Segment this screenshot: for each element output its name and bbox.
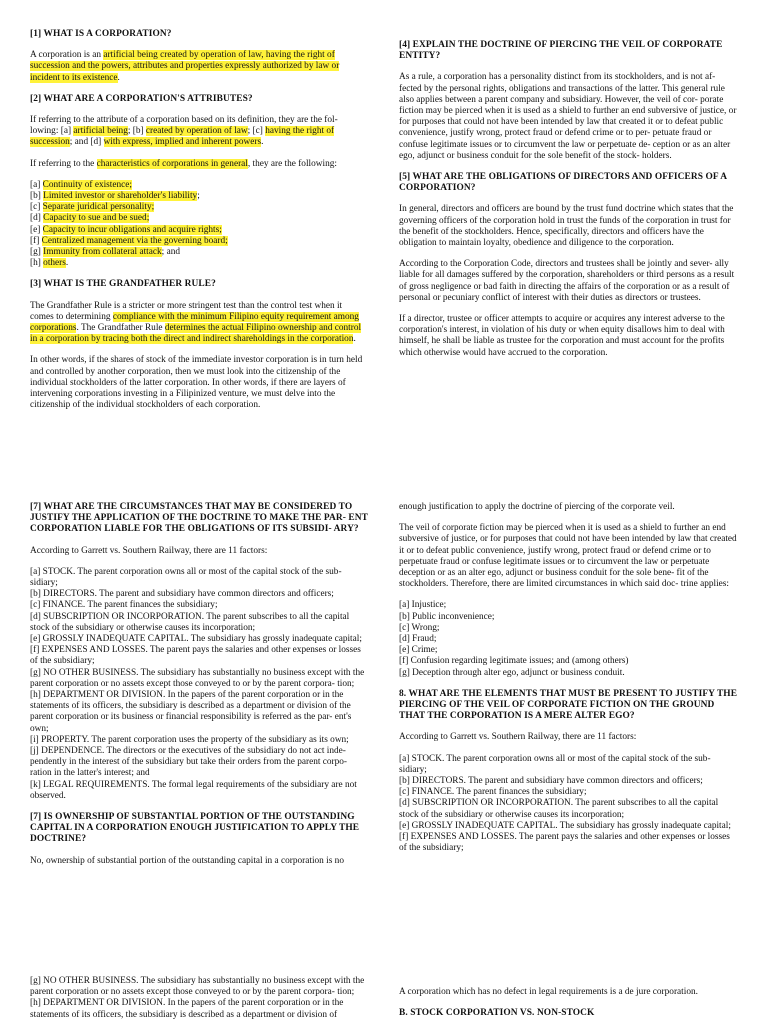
text-run: . — [261, 137, 264, 148]
list-item — [30, 976, 368, 998]
text-run: [a] Injustice; — [399, 600, 447, 611]
list-item — [30, 589, 368, 600]
enumerated-list — [399, 600, 739, 678]
list-item — [30, 690, 368, 735]
list-item — [30, 780, 368, 802]
col-mid-right — [399, 502, 739, 902]
section-heading: [3] WHAT IS THE GRANDFATHER RULE? — [30, 279, 216, 290]
list-item — [30, 645, 368, 667]
text-run: In other words, if the shares of stock of the immediate investor corporation is in turn held and controlled by another corporation, then we must look into the citizenship of the individual stockholders of the latter corporation. In other words, if there are layers of intervening corporations investing in a Filipinized venture, we must delve into the citizenship of the individual stockholders of each corporation. — [30, 355, 363, 411]
text-run: No, ownership of substantial portion of the outstanding capital in a corporation is no — [30, 855, 344, 866]
text-run: [f] — [30, 235, 42, 246]
text-run: [b] Public inconvenience; — [399, 611, 495, 622]
list-item — [399, 623, 739, 634]
list-item — [30, 202, 368, 213]
text-run: [g] NO OTHER BUSINESS. The subsidiary has substantially no business except with the parent corporation or no assets except those conveyed to or by the parent corpora- tion; — [30, 667, 365, 689]
text-run: [d] SUBSCRIPTION OR INCORPORATION. The parent subscribes to all the capital stock of the subsidiary or otherwise causes its incorporation; — [399, 798, 719, 820]
text-run: [h] — [30, 258, 44, 269]
text-run: [h] DEPARTMENT OR DIVISION. In the papers of the parent corporation or in the statements of its officers, the subsidiary is described as a department or division of the parent corporation or its business or financial responsibility is referred as the par- ent's own; — [30, 690, 352, 734]
text-run: enough justification to apply the doctrine of piercing of the corporate veil. — [399, 502, 675, 512]
text-run: [b] DIRECTORS. The parent and subsidiary have common directors and officers; — [399, 776, 703, 787]
text-run: . — [117, 72, 120, 83]
text-run: A corporation which has no defect in legal requirements is a de jure corporation. — [399, 987, 698, 997]
paragraph — [30, 856, 368, 867]
list-item — [399, 656, 739, 667]
text-run: [g] — [30, 247, 44, 258]
highlighted-text: created by operation of law — [145, 126, 248, 137]
list-item — [399, 600, 739, 611]
text-run: In general, directors and officers are bound by the trust fund doctrine which states that the governing officers of the corporation hold in trust the funds of the corporation in trust for the benefit of the stockholders. Hence, specifically, directors and officers have the obligation to maintain loyalty, obedience and diligence to the corporation. — [399, 204, 734, 249]
text-run: The veil of corporate fiction may be pierced when it is used as a shield to further an end subversive of justice, or for purposes that could not have been intended by law that created it or to defeat public convenience, justify wrong, protect fraud or defend crime or to perpetuate fraud or confuse legitimate issues or to circumvent the law or perpetuate deception or as an alter ego, adjunct or business conduit for the sole bene- fit of the stockholders. Therefore, there are limited circumstances in which said doc- trine applies: — [399, 523, 737, 590]
highlighted-text: Capacity to incur obligations and acquire rights; — [42, 224, 222, 235]
list-item — [399, 798, 739, 820]
highlighted-text: Centralized management via the governing board; — [41, 235, 228, 246]
text-run: ; and — [161, 247, 181, 258]
highlighted-text: having the right of succession — [30, 126, 335, 148]
section-heading: [7] IS OWNERSHIP OF SUBSTANTIAL PORTION OF THE OUTSTANDING CAPITAL IN A CORPORATION ENOUGH JUSTIFICATION TO APPLY THE DOCTRINE? — [30, 812, 360, 845]
enumerated-list — [30, 567, 368, 802]
highlighted-text: Separate juridical personality; — [42, 202, 155, 213]
list-item — [30, 998, 368, 1020]
text-run: [c] — [30, 202, 43, 213]
text-run: [e] — [30, 224, 43, 235]
text-run: ; and [d] — [69, 137, 104, 148]
list-item — [399, 832, 739, 854]
text-run: A corporation is an — [30, 50, 104, 61]
paragraph — [30, 546, 368, 557]
paragraph — [399, 502, 739, 513]
text-run: [d] — [30, 213, 44, 224]
text-run: . — [353, 334, 356, 345]
list-item — [399, 668, 739, 679]
list-item — [30, 600, 368, 611]
paragraph — [399, 732, 739, 743]
text-run: [g] Deception through alter ego, adjunct or business conduit. — [399, 667, 625, 678]
list-item — [30, 567, 368, 589]
text-run: [c] FINANCE. The parent finances the subsidiary; — [30, 600, 218, 611]
highlighted-text: compliance with the minimum Filipino equity requirement among corporations — [30, 311, 359, 334]
highlighted-text: Limited investor or shareholder's liability — [43, 191, 198, 202]
text-run: [d] Fraud; — [399, 634, 437, 645]
text-run: [c] Wrong; — [399, 622, 440, 633]
text-run: ; — [197, 191, 200, 202]
list-item — [30, 258, 368, 269]
paragraph — [30, 159, 368, 170]
text-run: [e] GROSSLY INADEQUATE CAPITAL. The subsidiary has grossly inadequate capital; — [30, 634, 362, 645]
list-item — [399, 612, 739, 623]
col-bottom-left — [30, 976, 368, 1024]
list-item — [30, 225, 368, 236]
list-item — [30, 213, 368, 224]
enumerated-list — [30, 180, 368, 270]
col-mid-left — [30, 502, 368, 912]
list-item — [399, 634, 739, 645]
highlighted-text: determines the actual Filipino ownership and control in a corporation by tracing both the direct and indirect shareholdings in the corporation — [30, 323, 362, 345]
list-item — [30, 746, 368, 780]
section-heading: [1] WHAT IS A CORPORATION? — [30, 29, 172, 39]
text-run: [h] DEPARTMENT OR DIVISION. In the papers of the parent corporation or in the statements of its officers, the subsidiary is described as a department or division of — [30, 998, 344, 1020]
text-run: If referring to the attribute of a corporation based on its definition, they are the fol- lowing: [a] — [30, 115, 338, 137]
paragraph — [399, 72, 739, 162]
paragraph — [30, 115, 368, 149]
list-item — [30, 180, 368, 191]
list-item — [30, 236, 368, 247]
text-run: [b] — [30, 191, 44, 202]
text-run: [a] STOCK. The parent corporation owns all or most of the capital stock of the sub- sidiary; — [399, 753, 711, 775]
text-run: If referring to the — [30, 158, 97, 169]
text-run: According to Garrett vs. Southern Railway, there are 11 factors: — [30, 545, 268, 556]
text-run: ; [c] — [247, 126, 266, 137]
paragraph — [30, 50, 368, 84]
list-item — [399, 776, 739, 787]
text-run: . The Grandfather Rule — [76, 323, 165, 334]
section-heading: [2] WHAT ARE A CORPORATION'S ATTRIBUTES? — [30, 93, 253, 104]
list-item — [30, 668, 368, 690]
highlighted-text: artificial being — [73, 126, 128, 137]
enumerated-list — [399, 754, 739, 855]
text-run: According to Garrett vs. Southern Railway, there are 11 factors: — [399, 732, 637, 743]
enumerated-list — [30, 976, 368, 1021]
text-run: [g] NO OTHER BUSINESS. The subsidiary has substantially no business except with the parent corporation or no assets except those conveyed to or by the parent corpora- tion; — [30, 976, 365, 998]
text-run: As a rule, a corporation has a personality distinct from its stockholders, and is not af- fected by the personal rights, obligations and transactions of the latter. This general rule also applies between a parent company and subsidiary. However, the veil of cor- porate fiction may be pierced when it is used as a shield to further an end subversive of justice, or for purposes that could not have been intended by law that created it or to defeat public convenience, justify wrong, protect fraud or defend crime or to per- petuate fraud or confuse legitimate issues or to circumvent the law or perpetuate de- ception or as an alter ego, adjunct or business conduit for the sole benefit of the stock- holders. — [399, 72, 737, 161]
section-heading: [7] WHAT ARE THE CIRCUMSTANCES THAT MAY BE CONSIDERED TO JUSTIFY THE APPLICATION OF THE DOCTRINE TO MAKE THE PAR- ENT CORPORATION LIABLE FOR THE OBLIGATIONS OF ITS SUBSIDI- ARY? — [30, 502, 368, 535]
paragraph — [399, 204, 739, 249]
text-run: If a director, trustee or officer attempts to acquire or acquires any interest adverse to the corporation's interest, in violation of his duty or when equity disallows him to deal with himself, he shall be liable as trustee for the corporation and must account for the profits which otherwise would have accrued to the corporation. — [399, 314, 725, 358]
text-run: . — [65, 258, 69, 269]
list-item — [30, 735, 368, 746]
text-run: [f] Confusion regarding legitimate issues; and (among others) — [399, 656, 629, 667]
highlighted-text: with express, implied and inherent powers — [103, 137, 262, 148]
highlighted-text: Capacity to sue and be sued; — [43, 213, 150, 224]
text-run: [k] LEGAL REQUIREMENTS. The formal legal requirements of the subsidiary are not observed. — [30, 779, 357, 801]
text-run: , they are the following: — [247, 158, 337, 169]
text-run: [e] GROSSLY INADEQUATE CAPITAL. The subsidiary has grossly inadequate capital; — [399, 820, 731, 831]
highlighted-text: Immunity from collateral attack — [43, 247, 162, 258]
text-run: ; [b] — [127, 126, 146, 137]
paragraph — [30, 355, 368, 411]
highlighted-text: artificial being created by operation of law, having the right of succession and the powers, attributes and properties expressly authorized by law or incident to its existence — [30, 50, 340, 83]
paragraph — [399, 259, 739, 304]
text-run: [f] EXPENSES AND LOSSES. The parent pays the salaries and other expenses or losses of the subsidiary; — [399, 832, 730, 854]
text-run: According to the Corporation Code, directors and trustees shall be jointly and sever- ally liable for all damages suffered by the corporation, shareholders or third persons as a result of gross negligence or bad faith in directing the affairs of the corporation or as a result of personal or pecuniary conflict of interest with their duties as directors or trustees. — [399, 259, 735, 303]
paragraph — [399, 987, 739, 998]
list-item — [399, 645, 739, 656]
paragraph — [399, 314, 739, 359]
col-top-left — [30, 29, 368, 449]
text-run: [a] — [30, 179, 43, 190]
list-item — [30, 247, 368, 258]
list-item — [399, 787, 739, 798]
paragraph — [30, 301, 368, 346]
text-run: [d] SUBSCRIPTION OR INCORPORATION. The parent subscribes to all the capital stock of the subsidiary or otherwise causes its incorporation; — [30, 611, 350, 633]
text-run: [b] DIRECTORS. The parent and subsidiary have common directors and officers; — [30, 589, 334, 600]
text-run: The Grandfather Rule is a stricter or more stringent test than the control test when it comes to determining — [30, 300, 343, 322]
section-heading: B. STOCK CORPORATION VS. NON-STOCK — [399, 1008, 595, 1019]
paragraph — [399, 523, 739, 590]
text-run: [c] FINANCE. The parent finances the subsidiary; — [399, 787, 587, 798]
list-item — [30, 634, 368, 645]
highlighted-text: characteristics of corporations in general — [96, 158, 248, 169]
highlighted-text: Continuity of existence; — [42, 179, 132, 190]
text-run: [f] EXPENSES AND LOSSES. The parent pays the salaries and other expenses or losses of the subsidiary; — [30, 645, 361, 667]
text-run: [j] DEPENDENCE. The directors or the executives of the subsidiary do not act inde- pendently in the interest of the subsidiary but take their orders from the parent corpo- ration in the latter's interest; and — [30, 746, 348, 779]
text-run: [e] Crime; — [399, 645, 438, 656]
section-heading: [4] EXPLAIN THE DOCTRINE OF PIERCING THE VEIL OF CORPORATE ENTITY? — [399, 40, 723, 62]
section-heading: [5] WHAT ARE THE OBLIGATIONS OF DIRECTORS AND OFFICERS OF A CORPORATION? — [399, 172, 727, 194]
highlighted-text: others — [43, 258, 66, 269]
col-top-right — [399, 40, 739, 450]
list-item — [30, 612, 368, 634]
list-item — [30, 191, 368, 202]
col-bottom-right — [399, 987, 739, 1024]
text-run: [i] PROPERTY. The parent corporation uses the property of the subsidiary as its own; — [30, 734, 349, 745]
list-item — [399, 754, 739, 776]
section-heading: 8. WHAT ARE THE ELEMENTS THAT MUST BE PRESENT TO JUSTIFY THE PIERCING OF THE VEIL OF CORPORATE FICTION ON THE GROUND THAT THE CORPORATION IS A MERE ALTER EGO? — [399, 688, 738, 722]
list-item — [399, 821, 739, 832]
text-run: [a] STOCK. The parent corporation owns all or most of the capital stock of the sub- sidiary; — [30, 566, 342, 589]
